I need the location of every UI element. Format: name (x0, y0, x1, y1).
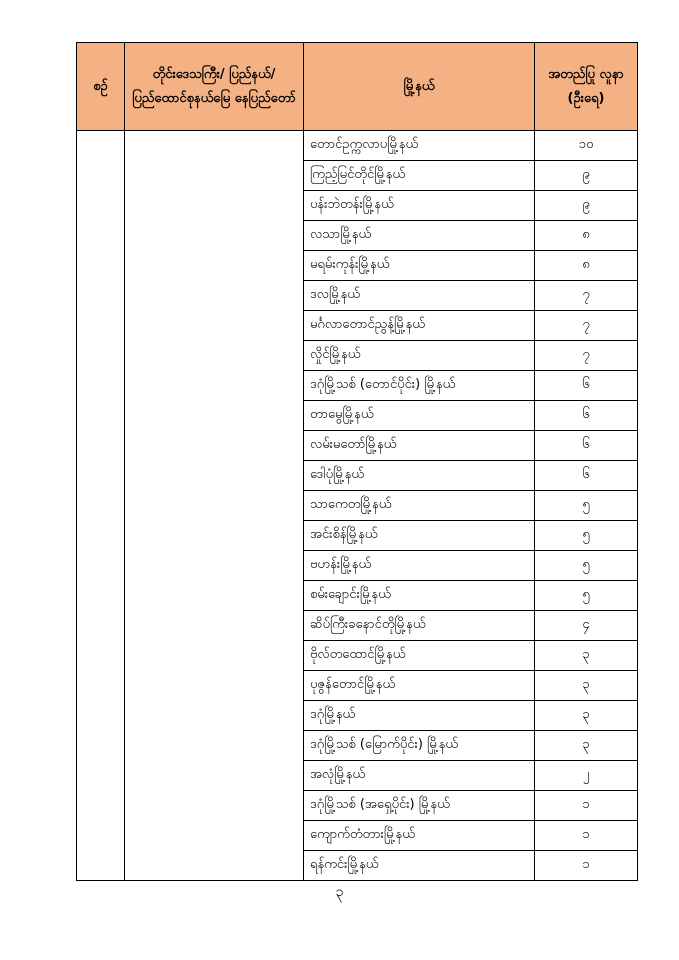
header-cases: အတည်ပြု လူနာ (ဦးရေ) (535, 43, 638, 131)
header-row (77, 43, 638, 131)
township-cell: ပန်းဘဲတန်းမြို့နယ် (304, 191, 535, 221)
serial-cell (77, 131, 125, 881)
township-cell: မရမ်းကုန်းမြို့နယ် (304, 251, 535, 281)
township-cell: ပုဇွန်တောင်မြို့နယ် (304, 671, 535, 701)
township-cell: ဒဂုံမြို့နယ် (304, 701, 535, 731)
header-region: တိုင်းဒေသကြီး/ ပြည်နယ်/ ပြည်ထောင်စုနယ်မြေ နေပြည်တော် (125, 43, 304, 131)
township-cell: လှိုင်မြို့နယ် (304, 341, 535, 371)
case-count-cell: ၁ (535, 821, 638, 851)
township-cell: သာကေတမြို့နယ် (304, 491, 535, 521)
page-number: ၃ (335, 884, 344, 900)
township-cell: တာမွေမြို့နယ် (304, 401, 535, 431)
case-count-cell: ၄ (535, 611, 638, 641)
township-cell: ဆိပ်ကြီးခနောင်တိုမြို့နယ် (304, 611, 535, 641)
township-cell: အလုံမြို့နယ် (304, 761, 535, 791)
case-count-cell: ၇ (535, 281, 638, 311)
township-cell: လသာမြို့နယ် (304, 221, 535, 251)
township-cell: အင်းစိန်မြို့နယ် (304, 521, 535, 551)
case-count-cell: ၇ (535, 311, 638, 341)
header-serial: စဉ် (77, 43, 125, 131)
township-cell: ဒဂုံမြို့သစ် (အရှေ့ပိုင်း) မြို့နယ် (304, 791, 535, 821)
case-count-cell: ၁ (535, 791, 638, 821)
township-cell: မင်္ဂလာတောင်ညွန့်မြို့နယ် (304, 311, 535, 341)
table-header (77, 43, 638, 131)
case-count-cell: ၆ (535, 431, 638, 461)
township-cell: ဒလမြို့နယ် (304, 281, 535, 311)
case-count-cell: ၅ (535, 581, 638, 611)
case-count-cell: ၃ (535, 641, 638, 671)
table-row (77, 131, 638, 161)
township-cell: ကျောက်တံတားမြို့နယ် (304, 821, 535, 851)
case-count-cell: ၉ (535, 161, 638, 191)
case-count-cell: ၃ (535, 701, 638, 731)
case-count-cell: ၉ (535, 191, 638, 221)
township-cell: ဒဂုံမြို့သစ် (တောင်ပိုင်း) မြို့နယ် (304, 371, 535, 401)
township-cell: ဗိုလ်တထောင်မြို့နယ် (304, 641, 535, 671)
case-count-cell: ၁၀ (535, 131, 638, 161)
township-cell: စမ်းချောင်းမြို့နယ် (304, 581, 535, 611)
case-count-cell: ၆ (535, 401, 638, 431)
case-count-cell: ၈ (535, 221, 638, 251)
township-cell: လမ်းမတော်မြို့နယ် (304, 431, 535, 461)
case-count-cell: ၅ (535, 521, 638, 551)
case-count-cell: ၆ (535, 371, 638, 401)
header-township: မြို့နယ် (304, 43, 535, 131)
township-cell: ဒေါပုံမြို့နယ် (304, 461, 535, 491)
case-count-cell: ၅ (535, 491, 638, 521)
case-count-cell: ၂ (535, 761, 638, 791)
case-count-cell: ၈ (535, 251, 638, 281)
case-count-cell: ၁ (535, 851, 638, 881)
township-cell: ဗဟန်းမြို့နယ် (304, 551, 535, 581)
case-count-cell: ၆ (535, 461, 638, 491)
case-count-cell: ၅ (535, 551, 638, 581)
township-cell: ကြည့်မြင်တိုင်မြို့နယ် (304, 161, 535, 191)
township-cell: ဒဂုံမြို့သစ် (မြောက်ပိုင်း) မြို့နယ် (304, 731, 535, 761)
township-cell: ရန်ကင်းမြို့နယ် (304, 851, 535, 881)
township-cell: တောင်ဥက္ကလာပမြို့နယ် (304, 131, 535, 161)
case-count-cell: ၃ (535, 671, 638, 701)
case-count-cell: ၃ (535, 731, 638, 761)
table-body (77, 131, 638, 881)
region-cell (125, 131, 304, 881)
case-count-cell: ၇ (535, 341, 638, 371)
cases-table (76, 42, 638, 881)
